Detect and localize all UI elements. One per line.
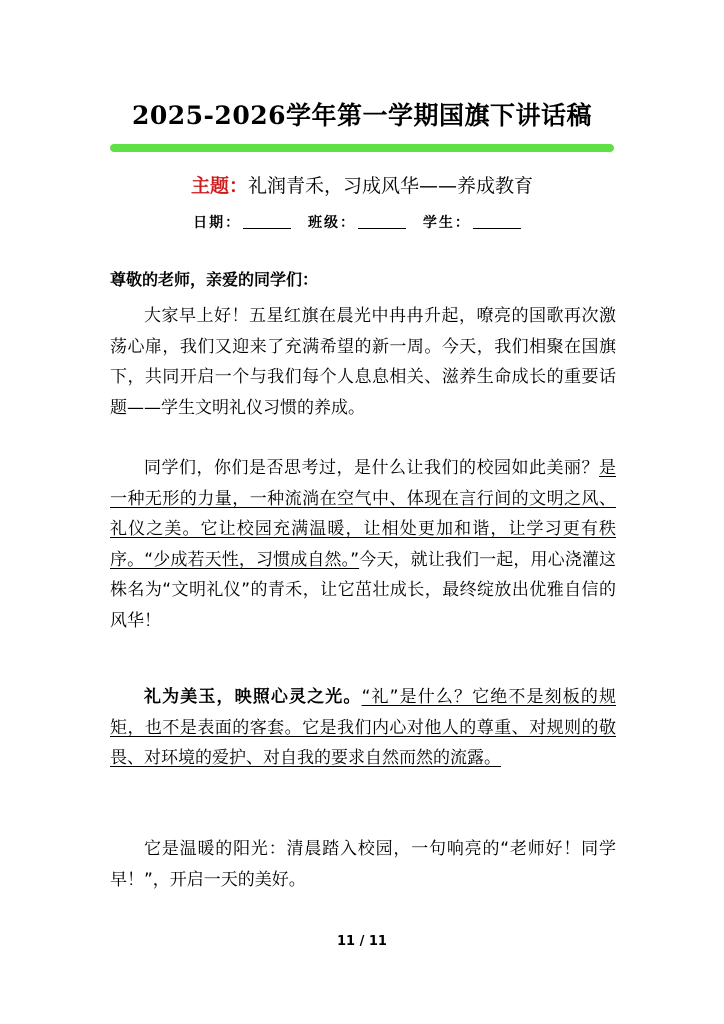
class-blank <box>358 214 406 229</box>
paragraph-1 <box>110 301 616 423</box>
paragraph-4 <box>110 834 616 895</box>
student-label: 学生： <box>422 215 471 231</box>
greeting: 尊敬的老师，亲爱的同学们： <box>110 270 319 289</box>
page-number: 11 / 11 <box>337 934 387 949</box>
student-blank <box>473 214 521 229</box>
title-divider <box>110 144 614 152</box>
paragraph-2-underlined: 是一种无形的力量，一种流淌在空气中、体现在言行间的文明之风、礼仪之美。它让校园充满温暖，让相处更加和谐，让学习更有秩序。“少成若天性，习惯成自然。” <box>110 458 616 570</box>
paragraph-2-intro: 同学们，你们是否思考过，是什么让我们的校园如此美丽？ <box>144 458 599 478</box>
paragraph-3-underlined: “礼”是什么？它绝不是刻板的规矩，也不是表面的客套。它是我们内心对他人的尊重、对规则的敬畏、对环境的爱护、对自我的要求自然而然的流露。 <box>110 687 616 768</box>
paragraph-3 <box>110 682 616 774</box>
paragraph-2 <box>110 453 616 636</box>
theme-text: 礼润青禾，习成风华——养成教育 <box>248 175 534 197</box>
theme-line <box>0 171 724 198</box>
paragraph-2-closing: 今天，就让我们一起，用心浇灌这株名为“文明礼仪”的青禾，让它茁壮成长，最终绽放出优雅自信的风华！ <box>110 549 616 631</box>
theme-label: 主题： <box>190 175 248 197</box>
class-label: 班级： <box>308 215 356 231</box>
paragraph-3-heading: 礼为美玉，映照心灵之光。 <box>144 687 362 707</box>
paragraph-1-text: 大家早上好！五星红旗在晨光中冉冉升起，嘹亮的国歌再次激荡心扉，我们又迎来了充满希望的新一周。今天，我们相聚在国旗下，共同开启一个与我们每个人息息相关、滋养生命成长的重要话题——学生文明礼仪习惯的养成。 <box>110 306 616 418</box>
page-title: 2025-2026学年第一学期国旗下讲话稿 <box>131 101 593 130</box>
date-blank <box>243 214 291 229</box>
meta-fields <box>0 212 724 232</box>
paragraph-4-text: 它是温暖的阳光：清晨踏入校园，一句响亮的“老师好！同学早！”，开启一天的美好。 <box>110 839 616 890</box>
date-label: 日期： <box>193 215 242 231</box>
